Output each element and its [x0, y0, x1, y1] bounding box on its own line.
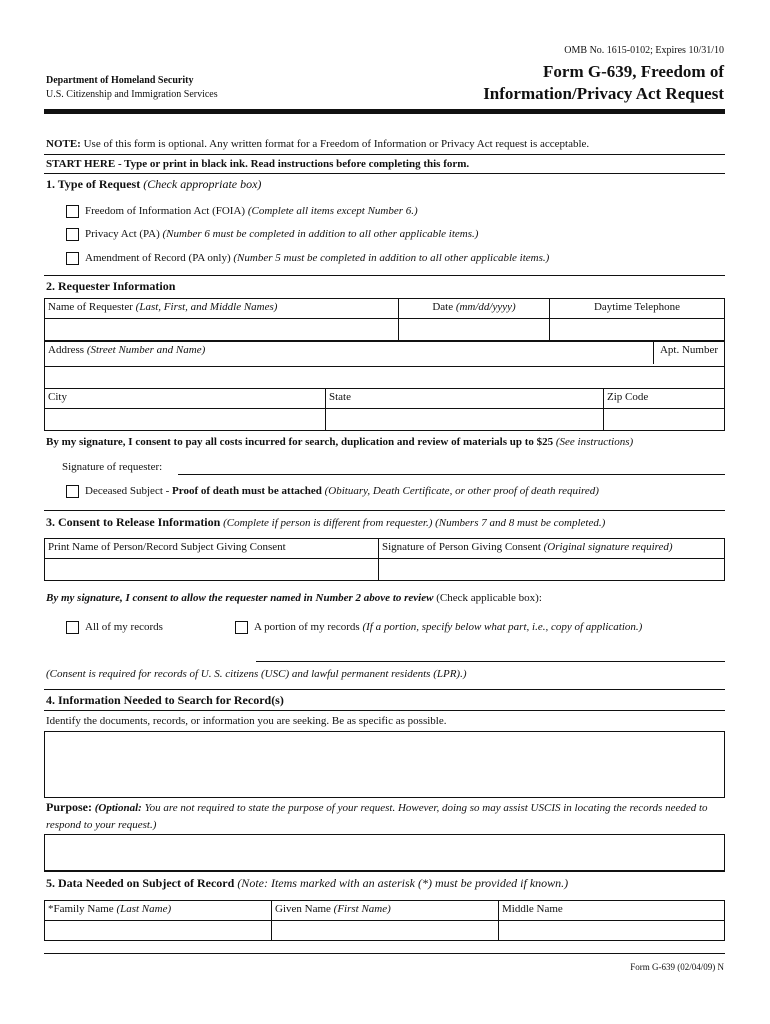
- given-name-label-cell: [272, 901, 499, 921]
- foia-label: Freedom of Information Act (FOIA): [85, 205, 248, 218]
- address-table: [44, 341, 725, 431]
- header-divider: [44, 109, 725, 114]
- requester-signature-line[interactable]: [178, 474, 725, 475]
- portion-records-checkbox[interactable]: [235, 621, 248, 634]
- print-name-input[interactable]: [45, 559, 379, 581]
- portion-records-option[interactable]: [235, 621, 642, 634]
- all-records-label: All of my records: [85, 621, 163, 634]
- purpose-optional: (Optional:: [92, 802, 142, 814]
- city-label: City: [45, 389, 326, 409]
- section5-heading: [46, 876, 568, 891]
- section3-hint: (Complete if person is different from requester.) (Numbers 7 and 8 must be completed.): [220, 517, 606, 529]
- section5-note-label: (Note: [234, 876, 264, 890]
- consent-signature-label: Signature of Person Giving Consent: [382, 541, 541, 553]
- name-label-cell: [45, 299, 399, 319]
- form-title-line2: Information/Privacy Act Request: [483, 84, 724, 103]
- note-text: [46, 138, 589, 150]
- date-hint: (mm/dd/yyyy): [453, 301, 516, 313]
- omb-number: OMB No. 1615-0102; Expires 10/31/10: [564, 45, 724, 56]
- portion-records-hint: (If a portion, specify below what part, i.e., copy of application.): [362, 621, 643, 634]
- payment-consent-text: By my signature, I consent to pay all costs incurred for search, duplication and review of materials up to $25: [46, 436, 554, 448]
- amendment-checkbox[interactable]: [66, 252, 79, 265]
- family-name-input[interactable]: [45, 921, 272, 941]
- section3-title: 3. Consent to Release Information: [46, 515, 221, 529]
- review-consent-text: By my signature, I consent to allow the requester named in Number 2 above to review: [46, 592, 434, 604]
- name-label: Name of Requester: [48, 301, 133, 313]
- consent-signature-hint: (Original signature required): [540, 541, 673, 553]
- address-input[interactable]: [45, 367, 725, 389]
- apt-label: Apt. Number: [653, 342, 724, 364]
- section1-hint: (Check appropriate box): [140, 177, 262, 191]
- phone-label-cell: [550, 299, 725, 319]
- agency-name: U.S. Citizenship and Immigration Services: [46, 89, 218, 100]
- requester-name-table: [44, 298, 725, 341]
- deceased-bold: Proof of death must be attached: [172, 485, 322, 498]
- date-input[interactable]: [399, 319, 550, 341]
- given-name-input[interactable]: [272, 921, 499, 941]
- requester-signature-label: Signature of requester:: [62, 461, 163, 473]
- date-label: Date: [432, 301, 454, 313]
- section5-note-text: : Items marked with an asterisk (*) must be provided if known.): [263, 876, 569, 890]
- address-hint: (Street Number and Name): [84, 344, 206, 356]
- name-hint: (Last, First, and Middle Names): [132, 301, 278, 313]
- address-label-cell: [45, 342, 725, 367]
- date-label-cell: [399, 299, 550, 319]
- amendment-label: Amendment of Record (PA only): [85, 252, 234, 265]
- deceased-checkbox[interactable]: [66, 485, 79, 498]
- middle-name-label: Middle Name: [499, 901, 725, 921]
- state-label: State: [326, 389, 604, 409]
- department-block: [46, 74, 218, 102]
- family-name-label: *Family Name: [48, 903, 114, 915]
- divider: [44, 510, 725, 511]
- divider: [44, 275, 725, 276]
- request-option-amendment[interactable]: [66, 252, 549, 265]
- consent-footnote: (Consent is required for records of U. S. citizens (USC) and lawful permanent residents (LPR).): [46, 668, 467, 680]
- request-option-foia[interactable]: [66, 205, 418, 218]
- subject-data-table: [44, 900, 725, 941]
- portion-specification-line[interactable]: [256, 661, 725, 662]
- section5-title: 5. Data Needed on Subject of Record: [46, 876, 235, 890]
- zip-label: Zip Code: [604, 389, 725, 409]
- review-consent: [46, 592, 542, 604]
- form-title: [483, 61, 724, 105]
- form-footer: Form G-639 (02/04/09) N: [630, 962, 724, 972]
- divider: [44, 689, 725, 690]
- form-title-line1: Form G-639, Freedom of: [543, 62, 724, 81]
- family-name-hint: (Last Name): [113, 903, 172, 915]
- section4-heading: 4. Information Needed to Search for Record(s): [46, 693, 284, 707]
- note-label: NOTE:: [46, 138, 81, 150]
- payment-consent: [46, 436, 633, 448]
- all-records-checkbox[interactable]: [66, 621, 79, 634]
- purpose-textarea[interactable]: [44, 834, 725, 871]
- portion-records-label: A portion of my records: [254, 621, 363, 634]
- family-name-label-cell: [45, 901, 272, 921]
- pa-label: Privacy Act (PA): [85, 228, 163, 241]
- print-name-label: Print Name of Person/Record Subject Giving Consent: [45, 539, 379, 559]
- department-name: Department of Homeland Security: [46, 75, 194, 86]
- middle-name-input[interactable]: [499, 921, 725, 941]
- state-input[interactable]: [326, 409, 604, 431]
- purpose-block: [46, 799, 724, 834]
- review-consent-hint: (Check applicable box):: [433, 592, 542, 604]
- name-input[interactable]: [45, 319, 399, 341]
- all-records-option[interactable]: [66, 621, 163, 634]
- divider: [44, 154, 725, 155]
- section4-instructions: Identify the documents, records, or information you are seeking. Be as specific as possible.: [46, 715, 447, 727]
- section1-heading: [46, 177, 261, 192]
- address-label: Address: [48, 344, 85, 356]
- foia-checkbox[interactable]: [66, 205, 79, 218]
- deceased-hint: (Obituary, Death Certificate, or other proof of death required): [321, 485, 599, 498]
- consent-signature-input[interactable]: [379, 559, 725, 581]
- phone-label: Daytime Telephone: [593, 301, 681, 313]
- section1-title: 1. Type of Request: [46, 177, 141, 191]
- records-sought-textarea[interactable]: [44, 731, 725, 798]
- pa-hint: (Number 6 must be completed in addition to all other applicable items.): [162, 228, 479, 241]
- city-input[interactable]: [45, 409, 326, 431]
- zip-input[interactable]: [604, 409, 725, 431]
- note-body: Use of this form is optional. Any written format for a Freedom of Information or Privacy Act request is acceptable.: [80, 138, 590, 150]
- divider: [44, 871, 725, 872]
- purpose-label: Purpose:: [46, 800, 92, 814]
- section3-heading: [46, 515, 605, 530]
- given-name-hint: (First Name): [330, 903, 391, 915]
- divider: [44, 173, 725, 174]
- amendment-hint: (Number 5 must be completed in addition to all other applicable items.): [233, 252, 550, 265]
- divider: [44, 953, 725, 954]
- consent-table: [44, 538, 725, 581]
- phone-input[interactable]: [550, 319, 725, 341]
- foia-hint: (Complete all items except Number 6.): [247, 205, 418, 218]
- purpose-text: You are not required to state the purpose of your request. However, doing so may assist USCIS in locating the records needed to respond to your request.): [46, 802, 708, 831]
- divider: [44, 710, 725, 711]
- section2-heading: 2. Requester Information: [46, 279, 176, 293]
- payment-consent-hint: (See instructions): [553, 436, 634, 448]
- consent-signature-label-cell: [379, 539, 725, 559]
- given-name-label: Given Name: [275, 903, 331, 915]
- deceased-label: Deceased Subject -: [85, 485, 173, 498]
- pa-checkbox[interactable]: [66, 228, 79, 241]
- request-option-pa[interactable]: [66, 228, 478, 241]
- deceased-subject-option[interactable]: [66, 485, 599, 498]
- start-here-instructions: START HERE - Type or print in black ink. Read instructions before completing this form.: [46, 158, 470, 170]
